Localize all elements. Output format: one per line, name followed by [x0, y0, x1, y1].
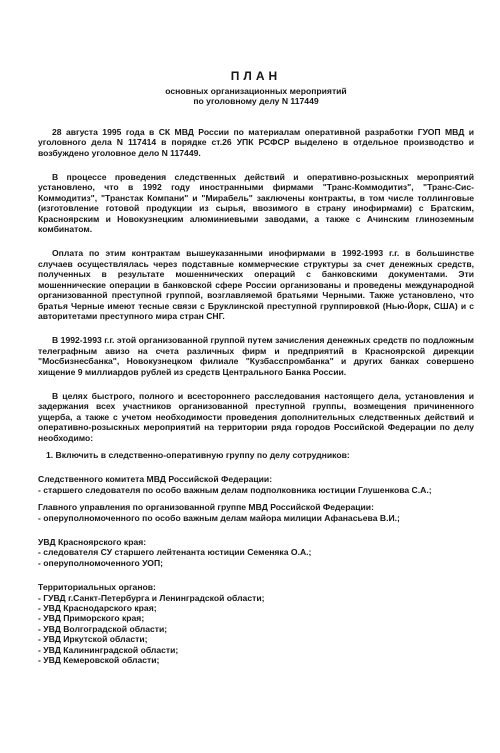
- group-organized-crime-directorate: [38, 502, 474, 523]
- document-title: ПЛАН: [230, 69, 282, 83]
- group-heading: Территориальных органов:: [38, 582, 156, 593]
- group-line: - оперуполномоченного УОП;: [38, 557, 164, 568]
- group-line: - УВД Иркутской области;: [38, 634, 148, 645]
- group-investigative-committee: [38, 474, 474, 495]
- paragraph-contracts: В процессе проведения следственных действий и оперативно-розыскных мероприятий установлено, что в 1992 году иностранными фирмами "Транс-Коммодитиз", "Транс-Сис-Коммодитиз", "Транстак Компани" и "Мирабель" заключены контракты, в том числе толлинговые (изготовление готовой продукции из сырья, ввозимого в страну инофирмами) с Братским, Красноярским и Новокузнецким алюминиевыми заводами, а также с Ачинским глиноземным комбинатом.: [38, 172, 474, 235]
- group-line: - УВД Приморского края;: [38, 613, 145, 624]
- group-territorial-bodies: [38, 582, 474, 665]
- group-heading: Следственного комитета МВД Российской Федерации:: [38, 474, 273, 485]
- group-line: - УВД Кемеровской области;: [38, 655, 160, 666]
- group-line: - УВД Краснодарского края;: [38, 603, 157, 614]
- item-1-heading: 1. Включить в следственно-оперативную группу по делу сотрудников:: [46, 449, 350, 460]
- group-line: - УВД Волгоградской области;: [38, 623, 168, 634]
- paragraph-payments: Оплата по этим контрактам вышеуказанными инофирмами в 1992-1993 г.г. в большинстве случаев осуществлялась через подставные коммерческие структуры за счет денежных средств, полученных в результате мошеннических операций с банковскими документами. Эти мошеннические операции в банковской сфере России организованы и проведены международной организованной преступной группой, возглавляемой братьями Черными. Также установлено, что братья Черные имеют тесные связи с Бруклинской преступной группировкой (Нью-Йорк, США) и с авторитетами преступного мира стран СНГ.: [38, 248, 474, 321]
- group-line: - старшего следователя по особо важным делам подполковника юстиции Глушенкова С.А.;: [38, 484, 432, 495]
- group-line: - оперуполномоченного по особо важным делам майора милиции Афанасьева В.И.;: [38, 512, 400, 523]
- paragraph-case-opening: 28 августа 1995 года в СК МВД России по материалам оперативной разработки ГУОП МВД и уголовного дела N 117414 в порядке ст.26 УПК РСФСР выделено в отдельное производство и возбуждено уголовное дело N 117449.: [38, 126, 474, 158]
- group-line: - ГУВД г.Санкт-Петербурга и Ленинградской области;: [38, 592, 265, 603]
- document-subtitle-line-2: по уголовному делу N 117449: [193, 96, 319, 107]
- group-krasnoyarsk-uvd: [38, 537, 474, 568]
- document-subtitle-line-1: основных организационных мероприятий: [165, 86, 347, 96]
- group-line: - УВД Калининградской области;: [38, 644, 179, 655]
- paragraph-measures: В целях быстрого, полного и всестороннего расследования настоящего дела, установления и задержания всех участников организованной преступной группы, возмещения причиненного ущерба, а также с учетом необходимости проведения дополнительных следственных действий и оперативно-розыскных мероприятий на территории ряда городов Российской Федерации по делу необходимо:: [38, 390, 474, 443]
- group-heading: УВД Красноярского края:: [38, 537, 147, 547]
- group-heading: Главного управления по организованной группе МВД Российской Федерации:: [38, 502, 374, 513]
- group-line: - следователя СУ старшего лейтенанта юстиции Семеняка О.А.;: [38, 547, 312, 558]
- paragraph-theft: В 1992-1993 г.г. этой организованной группой путем зачисления денежных средств по подложным телеграфным авизо на счета различных фирм и предприятий в Красноярской дирекции "Мосбизнесбанка", Новокузнецком филиале "Кузбасспромбанка" и других банках совершено хищение 9 миллиардов рублей из средств Центрального Банка России.: [38, 335, 474, 377]
